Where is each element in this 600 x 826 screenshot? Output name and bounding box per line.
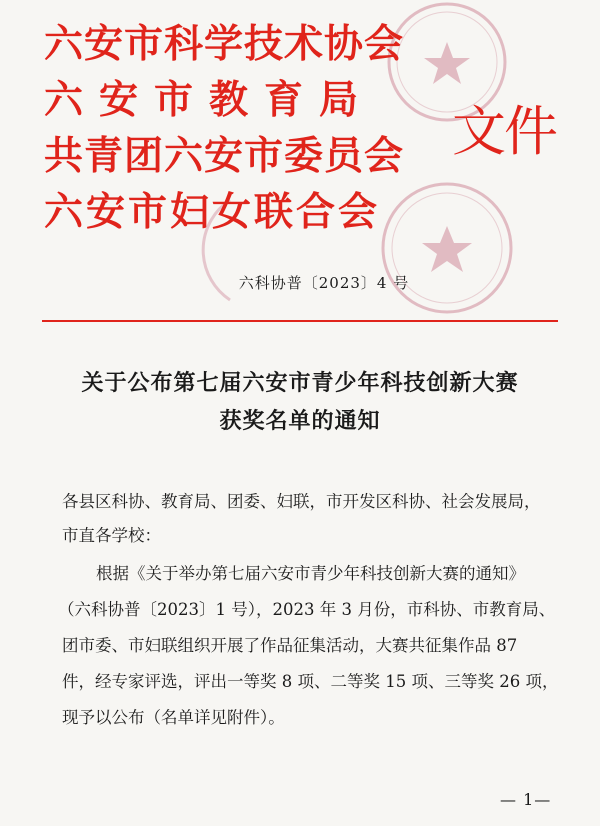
body-line: 件，经专家评选，评出一等奖 8 项、二等奖 15 项、三等奖 26 项， [62,672,559,691]
red-divider [42,320,558,322]
issuing-org-4: 六安市妇女联合会 [44,189,381,235]
salutation-line-2: 市直各学校： [62,526,161,545]
salutation-line-1: 各县区科协、教育局、团委、妇联，市开发区科协、社会发展局， [62,492,541,511]
issuing-org-1: 六安市科学技术协会 [44,21,405,67]
notice-title-line-1: 关于公布第七届六安市青少年科技创新大赛 [81,370,519,396]
issuing-org-2: 六安市教育局 [44,77,375,123]
official-seal-stamp [377,178,517,318]
page-number: — 1— [500,790,552,809]
body-line: 根据《关于举办第七届六安市青少年科技创新大赛的通知》 [96,564,525,583]
document-word: 文件 [452,100,556,163]
document-number: 六科协普〔2023〕4 号 [238,274,410,292]
body-line: 现予以公布（名单详见附件）。 [62,708,285,727]
issuing-org-3: 共青团六安市委员会 [44,133,405,179]
body-line: 团市委、市妇联组织开展了作品征集活动，大赛共征集作品 87 [62,636,518,655]
body-line: （六科协普〔2023〕1 号），2023 年 3 月份，市科协、市教育局、 [58,600,556,619]
notice-title-line-2: 获奖名单的通知 [219,408,381,434]
